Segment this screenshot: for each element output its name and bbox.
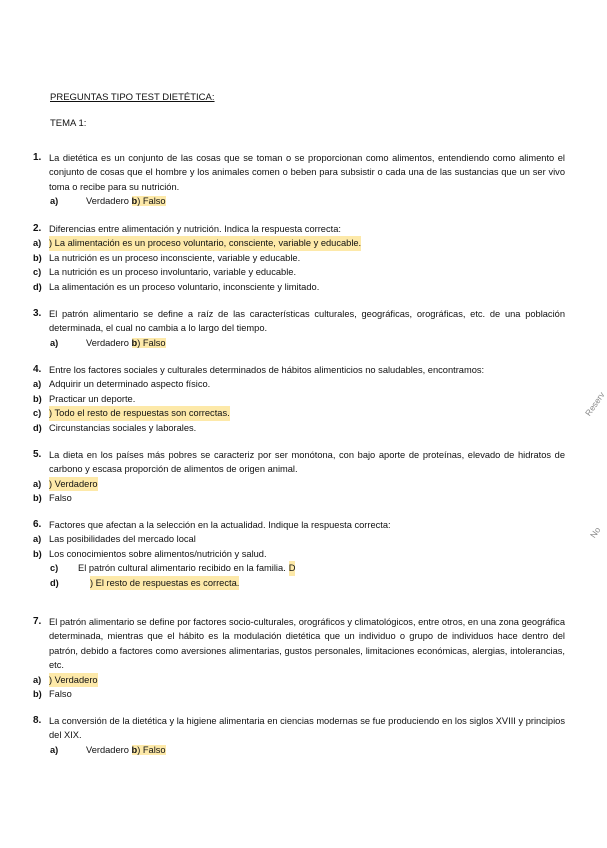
option-b: b) La nutrición es un proceso inconsciente, variable y educable.	[33, 252, 301, 263]
option-b: b) Los conocimientos sobre alimentos/nutrición y salud.	[33, 548, 267, 559]
question-number: 8.	[33, 715, 42, 726]
highlighted-answer: ) Todo el resto de respuestas son correctas.	[49, 406, 230, 420]
question-number: 3.	[33, 308, 42, 319]
question-text: La conversión de la dietética y la higiene alimentaria en ciencias modernas se fue produciendo en los siglos XVIII y principios del XIX.	[49, 716, 565, 741]
option-a: a) Adquirir un determinado aspecto físico.	[33, 379, 211, 390]
question-6	[33, 518, 565, 590]
watermark-reserved: Reserv	[583, 389, 607, 418]
question-text: La dieta en los países más pobres se caracteriz por ser monótona, con bajo aporte de proteínas, elevado de hidratos de carbono y escasa proporción de alimentos de origen animal.	[49, 450, 565, 475]
option-a: a) ) La alimentación es un proceso voluntario, consciente, variable y educable.	[33, 236, 565, 250]
option-a: a) Las posibilidades del mercado local	[33, 534, 196, 545]
question-number: 5.	[33, 449, 42, 460]
option-a: a) ) Verdadero	[33, 673, 565, 687]
question-4	[33, 363, 565, 435]
answer-line: a) Verdadero b) Falso	[50, 196, 166, 207]
question-text: Diferencias entre alimentación y nutrición. Indica la respuesta correcta:	[49, 224, 341, 234]
question-number: 2.	[33, 223, 42, 234]
question-8	[33, 714, 565, 757]
option-d: d) Circunstancias sociales y laborales.	[33, 422, 197, 433]
option-c: c) ) Todo el resto de respuestas son correctas.	[33, 406, 565, 420]
question-number: 7.	[33, 616, 42, 627]
question-1	[33, 151, 565, 209]
highlighted-answer: ) Verdadero	[49, 477, 98, 491]
answer-line: a) Verdadero b) Falso	[50, 744, 166, 755]
highlighted-answer: ) El resto de respuestas es correcta.	[90, 576, 239, 590]
question-5	[33, 448, 565, 506]
page-title: PREGUNTAS TIPO TEST DIETÉTICA:	[50, 92, 215, 103]
answer-line: a) Verdadero b) Falso	[50, 337, 166, 348]
highlighted-answer: b) Falso	[131, 337, 166, 348]
option-c: c) La nutrición es un proceso involuntario, variable y educable.	[33, 267, 297, 278]
option-a: a) ) Verdadero	[33, 477, 565, 491]
question-text: La dietética es un conjunto de las cosas que se toman o se proporcionan como alimentos, entendiendo como alimento el conjunto de cosas que el hombre y los animales comen o beben para subsistir o cada una de las sustancias que un ser vivo toma o recibe para su nutrición.	[49, 153, 565, 192]
highlighted-answer: b) Falso	[131, 744, 166, 755]
highlighted-answer: ) Verdadero	[49, 673, 98, 687]
question-text: Factores que afectan a la selección en la actualidad. Indique la respuesta correcta:	[49, 520, 391, 530]
question-number: 6.	[33, 519, 42, 530]
option-c: c) El patrón cultural alimentario recibido en la familia. D	[33, 561, 565, 575]
option-d: d) La alimentación es un proceso voluntario, inconsciente y limitado.	[33, 281, 320, 292]
option-b: b) Falso	[33, 493, 72, 504]
highlighted-answer: ) La alimentación es un proceso voluntario, consciente, variable y educable.	[49, 236, 361, 250]
watermark-no: No	[588, 525, 603, 540]
question-3	[33, 307, 565, 350]
option-d: d) ) El resto de respuestas es correcta.	[33, 576, 565, 590]
option-b: b) Practicar un deporte.	[33, 393, 136, 404]
question-text: Entre los factores sociales y culturales determinados de hábitos alimenticios no saludables, encontramos:	[49, 365, 485, 375]
question-text: El patrón alimentario se define a raíz de las características culturales, geográficas, orográficas, etc. de una población determinada, el cual no cambia a lo largo del tiempo.	[49, 309, 565, 334]
question-text: El patrón alimentario se define por factores socio-culturales, orográficos y climatológicos, entre otros, en una zona geográfica determinada, mientras que el hábito es la modulación dietética que un individuo o grupo de individuos hace dentro del patrón, debido a factores como aversiones alimentarias, gustos personales, limitaciones económicas, alergias, intolerancias, etc.	[49, 617, 565, 671]
question-number: 1.	[33, 152, 42, 163]
question-2	[33, 222, 565, 294]
highlighted-answer: b) Falso	[131, 196, 166, 207]
option-b: b) Falso	[33, 689, 72, 700]
section-heading: TEMA 1:	[50, 118, 87, 129]
question-number: 4.	[33, 364, 42, 375]
question-7	[33, 615, 565, 701]
